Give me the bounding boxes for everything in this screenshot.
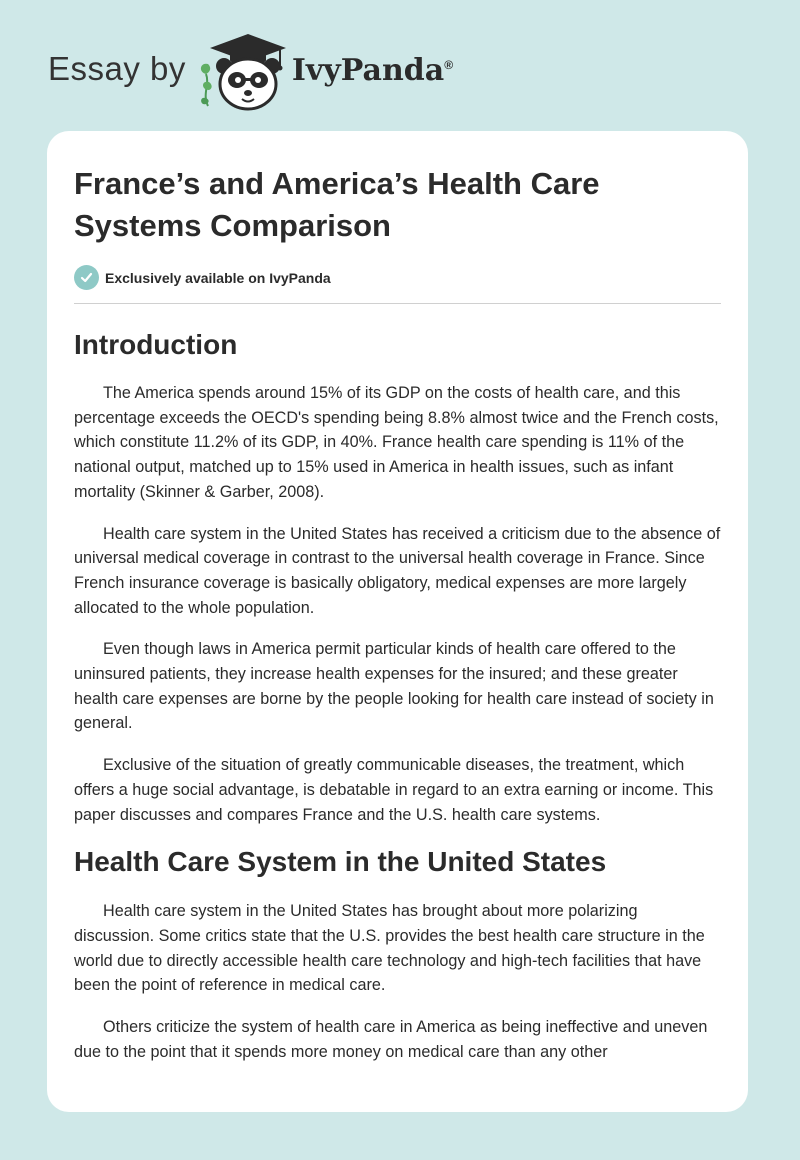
section-introduction [74,328,721,827]
divider [74,303,721,304]
paragraph: Health care system in the United States has brought about more polarizing discussion. Some critics state that the U.S. provides the best health care structure in the world due to directly accessible health care technology and high-tech facilities that have been the point of reference in medical care. [74,902,705,995]
section-heading: Health Care System in the United States [74,846,607,878]
site-header [48,32,453,112]
paragraph: The America spends around 15% of its GDP on the costs of health care, and this percentage exceeds the OECD's spending being 8.8% almost twice and the French costs, which constitute 11.2% of its GDP, in 40%. France health care spending is 11% of the national output, matched up to 15% used in America in health issues, such as infant mortality (Skinner & Garber, 2008). [74,384,719,501]
paragraph: Exclusive of the situation of greatly communicable diseases, the treatment, which offers a huge social advantage, is debatable in regard to an extra earning or income. This paper discusses and compares France and the U.S. health care systems. [74,756,714,824]
exclusive-label: Exclusively available on IvyPanda [105,269,331,286]
section-us-health-care [74,845,721,1064]
brand-name[interactable] [292,53,453,88]
essay-card [47,131,748,1112]
section-heading: Introduction [74,329,238,360]
check-icon [74,265,99,290]
registered-mark: ® [444,57,454,72]
paragraph: Others criticize the system of health care in America as being ineffective and uneven due to the point that it spends more money on medical care than any other [74,1018,708,1061]
essay-title: France’s and America’s Health Care Systems Comparison [74,166,600,243]
exclusive-badge [74,265,721,290]
panda-logo-icon[interactable] [200,32,288,112]
paragraph: Health care system in the United States has received a criticism due to the absence of universal medical coverage in contrast to the universal health coverage in France. Since French insurance coverage is basically obligatory, medical expenses are more largely allocated to the whole population. [74,524,721,617]
brand-name-text: IvyPanda [291,52,445,88]
brand-prefix: Essay by [48,50,186,87]
paragraph: Even though laws in America permit particular kinds of health care offered to the uninsured patients, they increase health expenses for the insured; and these greater health care expenses are borne by the people looking for health care instead of society in general. [74,640,714,733]
